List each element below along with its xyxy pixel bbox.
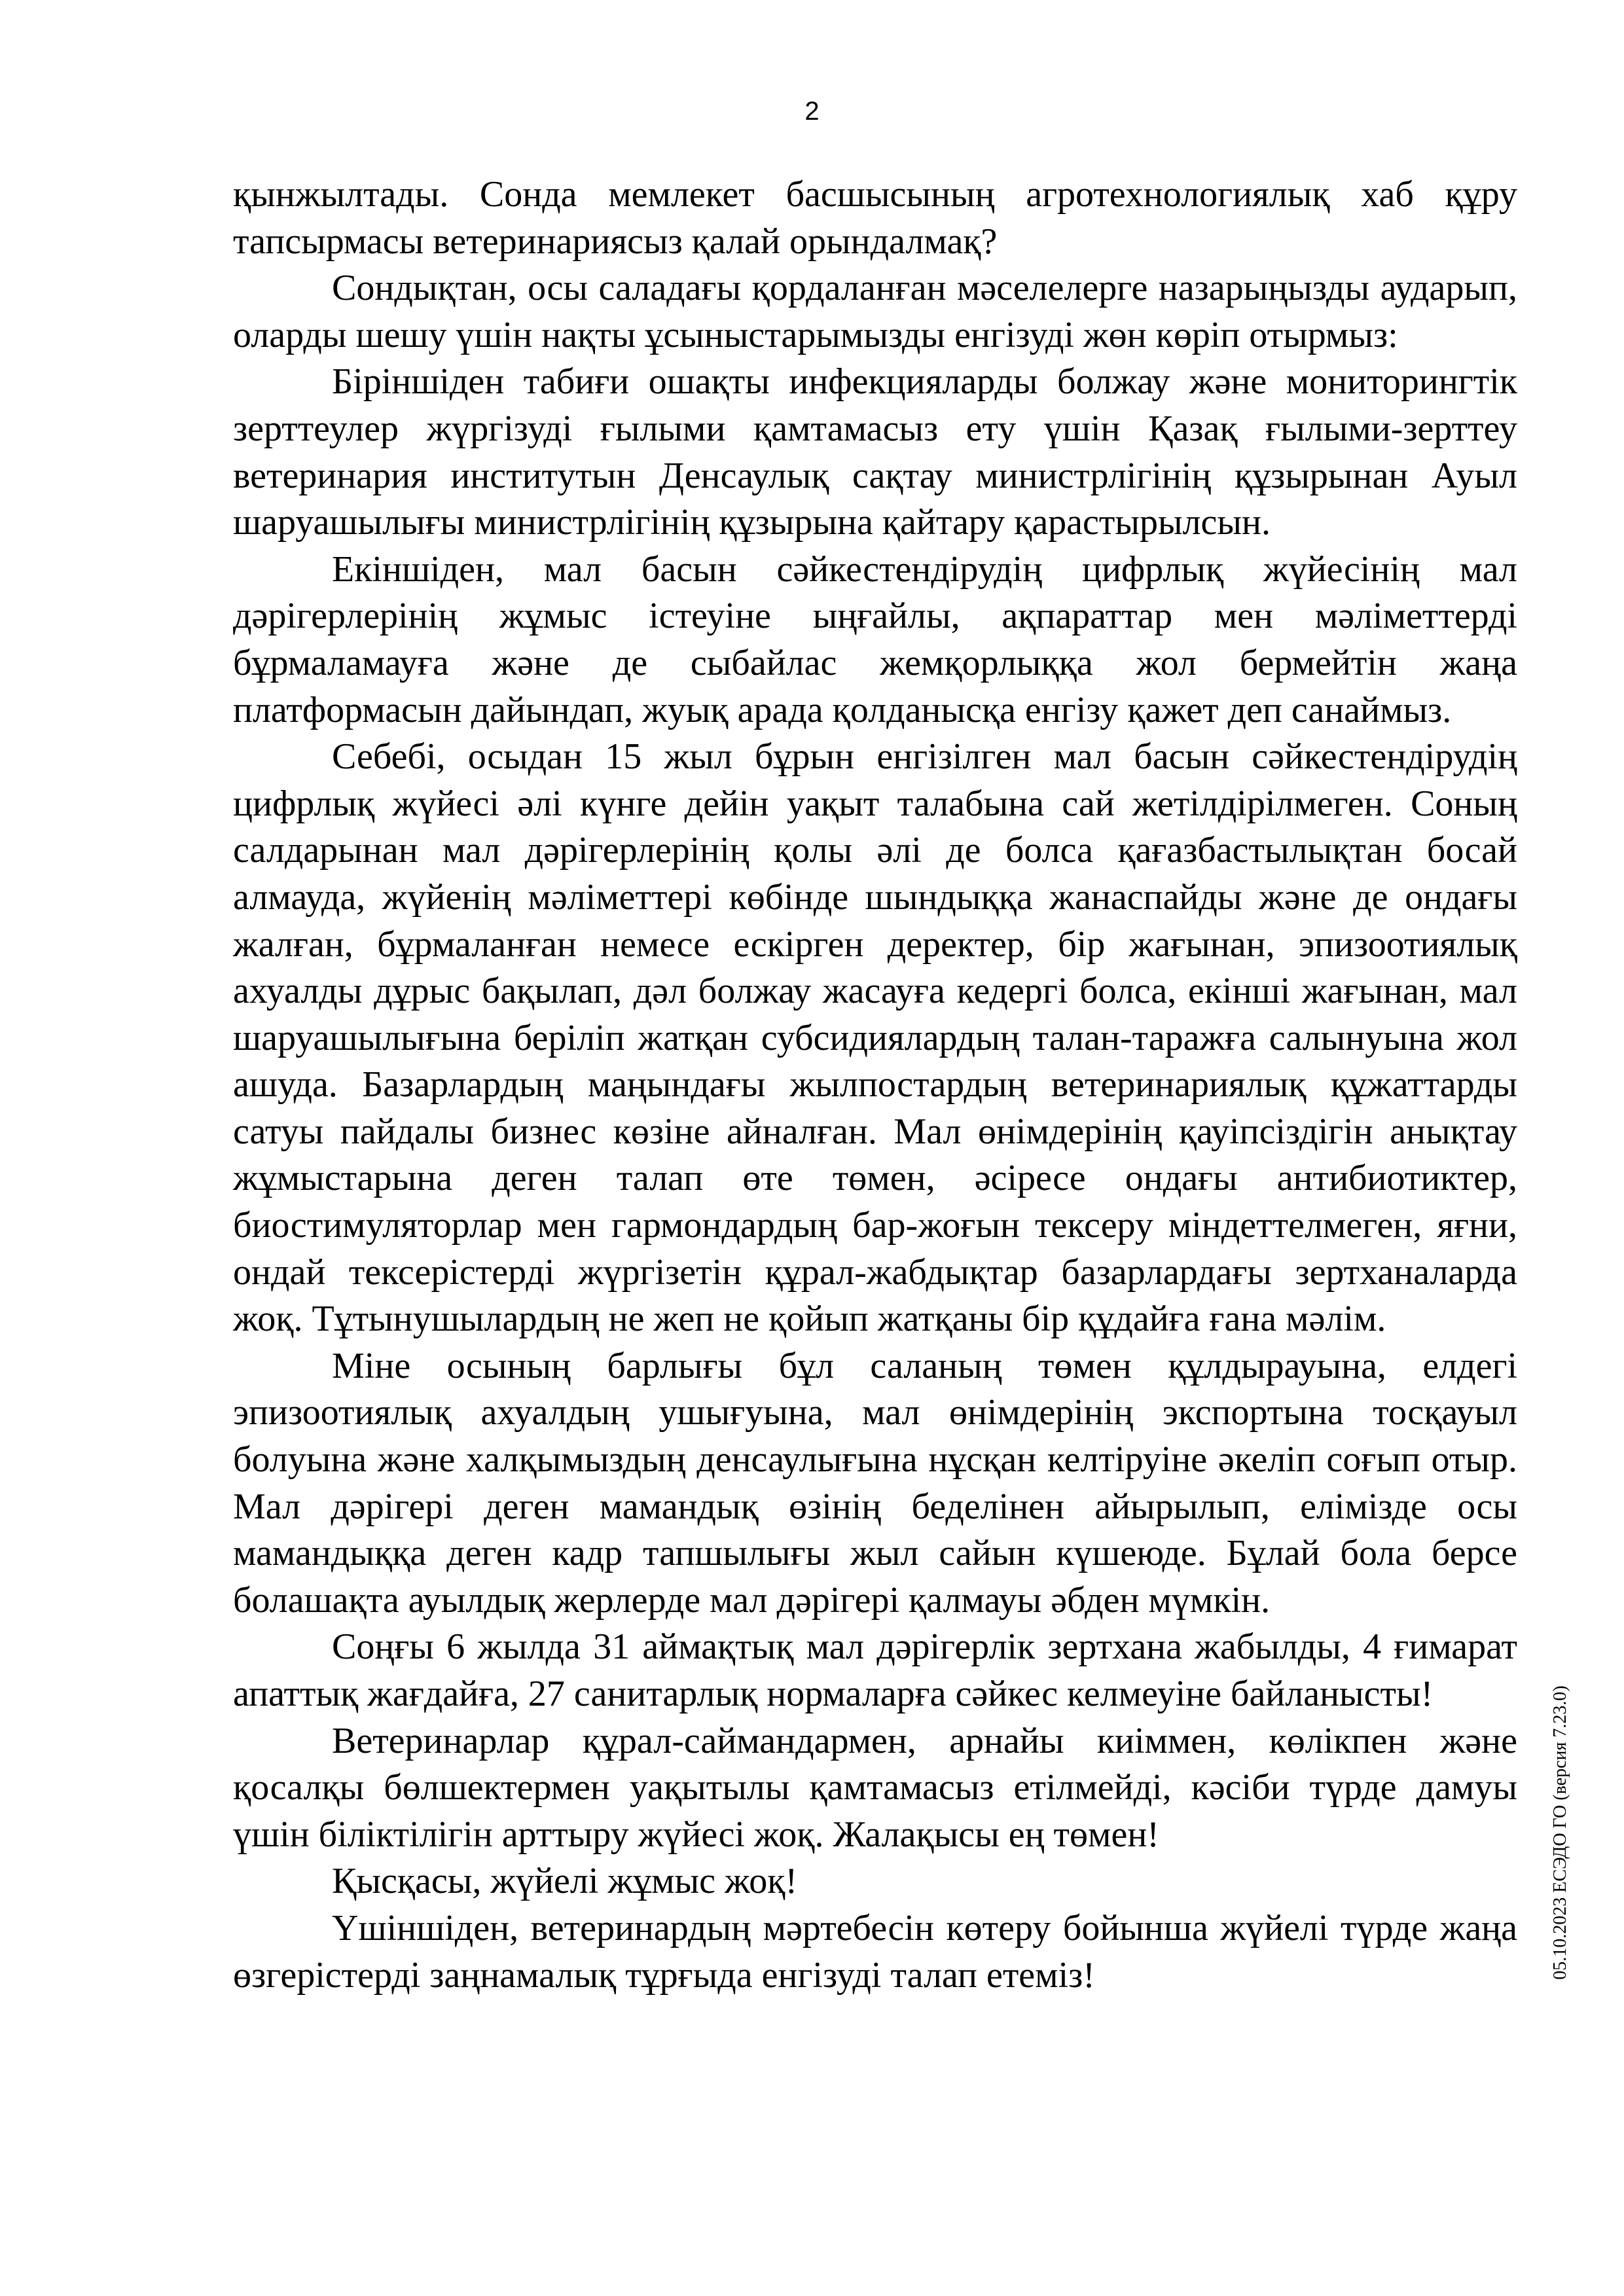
- paragraph: Міне осының барлығы бұл саланың төмен құлдырауына, елдегі эпизоотиялық ахуалдың ушығуына, мал өнімдерінің экспортына тосқауыл болуына және халқымыздың денсаулығына нұсқан келтіруіне әкеліп соғып отыр. Мал дәрігері деген мамандық өзінің беделінен айырылып, елімізде осы мамандыққа деген кадр тапшылығы жыл сайын күшеюде. Бұлай бола берсе болашақта ауылдық жерлерде мал дәрігері қалмауы әбден мүмкін.: [233, 1345, 1517, 1621]
- paragraph: Екіншіден, мал басын сәйкестендірудің цифрлық жүйесінің мал дәрігерлерінің жұмыс істеуіне ыңғайлы, ақпараттар мен мәліметтерді бұрмаламауға және де сыбайлас жемқорлыққа жол бермейтін жаңа платформасын дайындап, жуық арада қолданысқа енгізу қажет деп санаймыз.: [233, 548, 1517, 730]
- paragraph: Соңғы 6 жылда 31 аймақтық мал дәрігерлік зертхана жабылды, 4 ғимарат апаттық жағдайға, 27 санитарлық нормаларға сәйкес келмеуіне байланысты!: [233, 1626, 1517, 1714]
- page-number: 2: [804, 97, 820, 126]
- paragraph: Ветеринарлар құрал-саймандармен, арнайы киіммен, көлікпен және қосалқы бөлшектермен уақытылы қамтамасыз етілмейді, кәсіби түрде дамуы үшін біліктілігін арттыру жүйесі жоқ. Жалақысы ең төмен!: [233, 1720, 1517, 1855]
- edms-side-stamp: [1547, 1604, 1574, 2062]
- paragraph: Сондықтан, осы саладағы қордаланған мәселелерге назарыңызды аударып, оларды шешу үшін нақты ұсыныстарымызды енгізуді жөн көріп отырмыз:: [233, 268, 1517, 355]
- paragraph: Себебі, осыдан 15 жыл бұрын енгізілген мал басын сәйкестендірудің цифрлық жүйесі әлі күнге дейін уақыт талабына сай жетілдірілмеген. Соның салдарынан мал дәрігерлерінің қолы әлі де болса қағазбастылықтан босай алмауда, жүйенің мәліметтері көбінде шындыққа жанаспайды және де ондағы жалған, бұрмаланған немесе ескірген деректер, бір жағынан, эпизоотиялық ахуалды дұрыс бақылап, дәл болжау жасауға кедергі болса, екінші жағынан, мал шаруашылығына беріліп жатқан субсидиялардың талан-таражға салынуына жол ашуда. Базарлардың маңындағы жылпостардың ветеринариялық құжаттарды сатуы пайдалы бизнес көзіне айналған. Мал өнімдерінің қауіпсіздігін анықтау жұмыстарына деген талап өте төмен, әсіресе ондағы антибиотиктер, биостимуляторлар мен гармондардың бар-жоғын тексеру міндеттелмеген, яғни, ондай тексерістерді жүргізетін құрал-жабдықтар базарлардағы зертханаларда жоқ. Тұтынушылардың не жеп не қойып жатқаны бір құдайға ғана мәлім.: [233, 736, 1517, 1340]
- paragraph-continuation: қынжылтады. Сонда мемлекет басшысының агротехнологиялық хаб құру тапсырмасы ветеринариясыз қалай орындалмақ?: [233, 174, 1517, 262]
- document-body: [233, 171, 1517, 1999]
- edms-side-stamp-text: 05.10.2023 ЕСЭДО ГО (версия 7.23.0): [1550, 1685, 1570, 1980]
- paragraph: Үшіншіден, ветеринардың мәртебесін көтеру бойынша жүйелі түрде жаңа өзгерістерді заңнамалық тұрғыда енгізуді талап етеміз!: [233, 1907, 1517, 1996]
- paragraph: Қысқасы, жүйелі жұмыс жоқ!: [332, 1861, 798, 1902]
- paragraph: Біріншіден табиғи ошақты инфекцияларды болжау және мониторингтік зерттеулер жүргізуді ғылыми қамтамасыз ету үшін Қазақ ғылыми-зерттеу ветеринария институтын Денсаулық сақтау министрлігінің құзырынан Ауыл шаруашылығы министрлігінің құзырына қайтару қарастырылсын.: [233, 361, 1517, 543]
